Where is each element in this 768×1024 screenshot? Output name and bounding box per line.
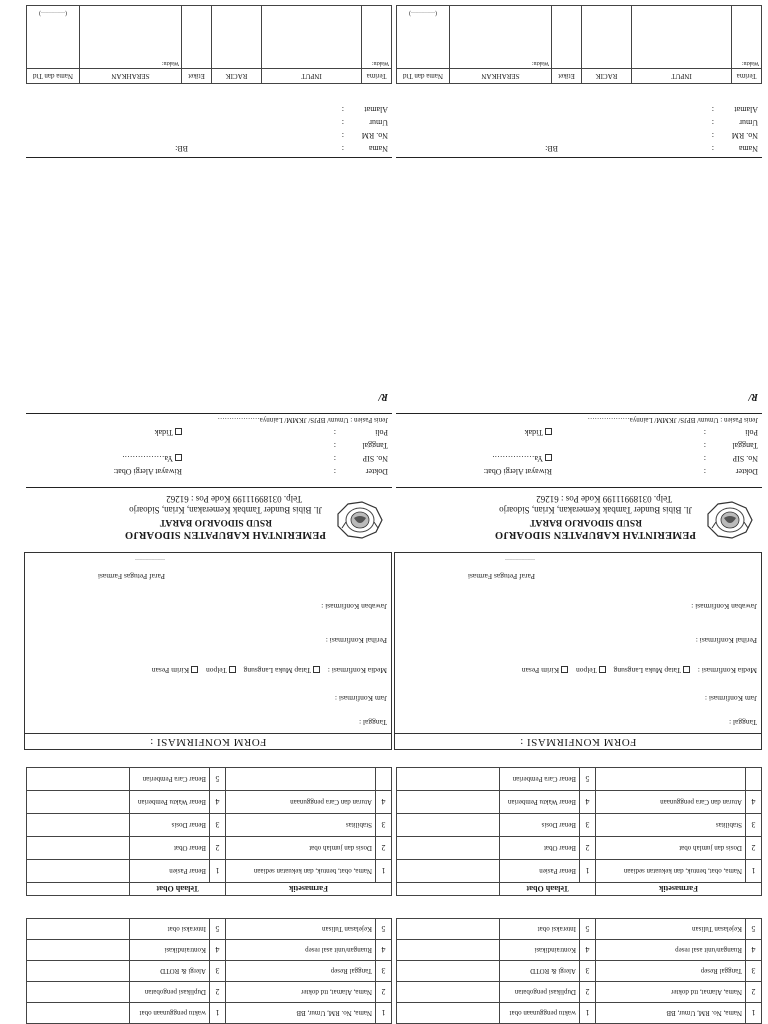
workflow-value-row [397, 6, 762, 69]
farmasetik-item [225, 768, 375, 791]
kirim-pesan-label: Kirim Pesan [151, 666, 190, 675]
row-number: 3 [210, 961, 226, 982]
checkbox-tatap-muka[interactable] [683, 666, 690, 673]
bb-label: BB: [545, 144, 558, 153]
workflow-table [396, 5, 762, 84]
hospital-header [396, 482, 762, 542]
table-row [397, 768, 762, 791]
row-number: 1 [746, 1003, 762, 1024]
poli-colon: : [703, 428, 706, 437]
row-number: 1 [580, 1003, 596, 1024]
input-header: INPUT [262, 69, 362, 84]
telaah-obat-item: waktu penggunaan obat [130, 1003, 210, 1024]
checkbox-tidak[interactable] [545, 428, 552, 435]
nama-ttd-header: Nama dan Ttd [397, 69, 450, 84]
farmasetik-item [595, 768, 745, 791]
row-number: 3 [376, 814, 392, 837]
row-number: 5 [580, 919, 596, 940]
row-number: 5 [376, 919, 392, 940]
table-row [27, 768, 392, 791]
ttd-placeholder: (…………) [39, 10, 67, 16]
row-number: 1 [376, 860, 392, 883]
alergi-ya-option[interactable] [492, 454, 552, 463]
telaah-obat-item: Duplikasi pengobatan [500, 982, 580, 1003]
workflow-table-wrap [26, 0, 392, 84]
benar-item: Benar Obat [499, 837, 579, 860]
table-row [397, 940, 762, 961]
row-number: 2 [210, 982, 226, 1003]
sip-label: No. SIP [362, 454, 388, 463]
check-cell[interactable] [397, 982, 500, 1003]
header-government: PEMERINTAH KABUPATEN SIDOARJO [494, 529, 696, 540]
umur-label: Umur [739, 118, 758, 127]
check-cell[interactable] [27, 940, 130, 961]
info-divider [26, 413, 392, 414]
check-cell[interactable] [397, 814, 500, 837]
table-row [27, 919, 392, 940]
check-cell[interactable] [397, 837, 500, 860]
benar-item: Benar Cara Pemberian [499, 768, 579, 791]
header-address: Jl. Bibis Bunder Tambak Kemerakan, Krian, Sidoarjo [499, 505, 692, 515]
paraf-petugas-label: Paraf Petugas Farmasi [467, 572, 535, 581]
input-cell[interactable] [632, 6, 732, 69]
info-divider [396, 413, 762, 414]
terima-header: Terima [732, 69, 762, 84]
table-row [397, 982, 762, 1003]
patient-info [26, 94, 392, 158]
table-row [397, 919, 762, 940]
recipe-symbol: R/ [748, 391, 758, 402]
telaah-obat-item: Kontraindikasi [500, 940, 580, 961]
farmasetik-item: Tanggal Resep [226, 961, 376, 982]
telaah-resep-table-wrap [396, 908, 762, 1024]
input-header: INPUT [632, 69, 732, 84]
sidoarjo-emblem-icon [702, 500, 760, 540]
row-number: 4 [209, 791, 225, 814]
benar-item: Benar Waktu Pemberian [499, 791, 579, 814]
perihal-konfirmasi-field[interactable]: Perihal Konfirmasi : [325, 636, 387, 645]
nama-colon: : [711, 144, 714, 153]
table-header-row [27, 883, 392, 896]
table-row [397, 1003, 762, 1024]
blank-header [397, 883, 500, 896]
row-number: 2 [376, 982, 392, 1003]
checkbox-ya[interactable] [545, 454, 552, 461]
check-cell[interactable] [397, 860, 500, 883]
row-number: 3 [746, 814, 762, 837]
farmasetik-item: Nama, obat, bentuk, dan kekuatan sediaan [225, 860, 375, 883]
row-number: 3 [579, 814, 595, 837]
row-number: 1 [579, 860, 595, 883]
farmasetik-item: Stabilitas [225, 814, 375, 837]
farmasetik-item: Nama, No. RM, Umur, BB [226, 1003, 376, 1024]
checkbox-kirim-pesan[interactable] [191, 666, 198, 673]
umur-colon: : [341, 118, 344, 127]
benar-item: Benar Dosis [129, 814, 209, 837]
row-number: 2 [580, 982, 596, 1003]
tanggal-label: Tanggal [362, 441, 388, 450]
table-row [397, 814, 762, 837]
telpon-label: Telpon [575, 666, 597, 675]
telaah-obat-item: Interaksi obat [500, 919, 580, 940]
farmasetik-header: Farmasetik [225, 883, 391, 896]
no-rm-label: No. RM [361, 131, 388, 140]
farmasetik-table-wrap [396, 767, 762, 896]
waktu-label: Waktu: [161, 60, 179, 66]
patient-divider [26, 157, 392, 158]
form-konfirmasi [394, 552, 762, 750]
row-number [376, 768, 392, 791]
workflow-table-wrap [396, 0, 762, 84]
prescription-form-left [396, 0, 762, 1024]
row-number: 4 [746, 940, 762, 961]
jam-konfirmasi-field[interactable]: Jam Konfirmasi : [334, 694, 387, 703]
etiket-header: Etiket [182, 69, 212, 84]
table-row [397, 961, 762, 982]
racik-cell[interactable] [582, 6, 632, 69]
row-number [746, 768, 762, 791]
checkbox-telpon[interactable] [229, 666, 236, 673]
poli-colon: : [333, 428, 336, 437]
jenis-pasien-label: Jenis Pasien : Umum/ BPJS/ JKMM/ Lainnya……………… [587, 416, 758, 424]
tanggal-colon: : [333, 441, 336, 450]
workflow-label-row [27, 69, 392, 84]
serahkan-header: SERAHKAN [450, 69, 552, 84]
media-konfirmasi-row [522, 666, 757, 675]
serahkan-cell[interactable] [80, 6, 182, 69]
serahkan-cell[interactable] [450, 6, 552, 69]
row-number: 5 [579, 768, 595, 791]
doctor-info [26, 412, 392, 478]
table-row [27, 961, 392, 982]
checkbox-kirim-pesan[interactable] [561, 666, 568, 673]
checkbox-tidak[interactable] [175, 428, 182, 435]
farmasetik-item: Ruangan/unit asal resep [596, 940, 746, 961]
jam-konfirmasi-field[interactable]: Jam Konfirmasi : [704, 694, 757, 703]
konfirmasi-title: FORM KONFIRMASI : [25, 733, 391, 749]
alamat-label: Alamat [734, 105, 758, 114]
farmasetik-item: Dosis dan jumlah obat [595, 837, 745, 860]
benar-item: Benar Pasien [129, 860, 209, 883]
check-cell[interactable] [397, 919, 500, 940]
telaah-obat-item: Interaksi obat [130, 919, 210, 940]
kirim-pesan-label: Kirim Pesan [521, 666, 560, 675]
telaah-obat-item: waktu penggunaan obat [500, 1003, 580, 1024]
telaah-obat-header: Telaah Obat [129, 883, 225, 896]
terima-header: Terima [362, 69, 392, 84]
tidak-label: Tidak [524, 428, 543, 437]
farmasetik-item: Tanggal Resep [596, 961, 746, 982]
serahkan-header: SERAHKAN [80, 69, 182, 84]
bb-label: BB: [175, 144, 188, 153]
terima-cell[interactable] [362, 6, 392, 69]
table-row [27, 1003, 392, 1024]
farmasetik-item: Nama, obat, bentuk, dan kekuatan sediaan [595, 860, 745, 883]
tanggal-field[interactable]: Tanggal : [728, 718, 757, 727]
check-cell[interactable] [27, 1003, 130, 1024]
check-cell[interactable] [27, 982, 130, 1003]
dokter-label: Dokter [365, 467, 388, 476]
telpon-label: Telpon [205, 666, 227, 675]
header-divider [26, 487, 392, 488]
etiket-header: Etiket [552, 69, 582, 84]
header-phone: Telp. 03189911199 Kode Pos : 61262 [536, 494, 672, 504]
alergi-ya-option[interactable] [122, 454, 182, 463]
farmasetik-item: Nama, No. RM, Umur, BB [596, 1003, 746, 1024]
nama-ttd-header: Nama dan Ttd [27, 69, 80, 84]
check-cell[interactable] [27, 768, 130, 791]
ya-label: Ya……………. [492, 454, 543, 463]
workflow-value-row [27, 6, 392, 69]
poli-label: Poli [745, 428, 758, 437]
row-number: 2 [746, 837, 762, 860]
racik-cell[interactable] [212, 6, 262, 69]
ttd-placeholder: (…………) [409, 10, 437, 16]
telaah-obat-item: Kontraindikasi [130, 940, 210, 961]
row-number: 4 [210, 940, 226, 961]
row-number: 4 [579, 791, 595, 814]
tatap-muka-label: Tatap Muka Langsung [613, 666, 681, 675]
table-row [27, 860, 392, 883]
paraf-signature-line[interactable]: …………… [135, 557, 165, 563]
row-number: 3 [580, 961, 596, 982]
table-header-row [397, 883, 762, 896]
header-address: Jl. Bibis Bunder Tambak Kemerakan, Krian, Sidoarjo [129, 505, 322, 515]
row-number: 4 [746, 791, 762, 814]
workflow-label-row [397, 69, 762, 84]
farmasetik-item: Aturan dan Cara penggunaan [595, 791, 745, 814]
check-cell[interactable] [27, 961, 130, 982]
farmasetik-table [26, 767, 392, 896]
farmasetik-item: Ruangan/unit asal resep [226, 940, 376, 961]
terima-cell[interactable] [732, 6, 762, 69]
telaah-obat-item: Alergi & ROTD [130, 961, 210, 982]
sip-colon: : [333, 454, 336, 463]
farmasetik-item: Nama, Alamat, ttd dokter [596, 982, 746, 1003]
etiket-cell[interactable] [552, 6, 582, 69]
media-konfirmasi-row [152, 666, 387, 675]
racik-header: RACIK [582, 69, 632, 84]
table-row [27, 837, 392, 860]
riwayat-alergi-label: Riwayat Alergi Obat: [483, 467, 552, 476]
row-number: 1 [376, 1003, 392, 1024]
waktu-label: Waktu: [741, 60, 759, 66]
poli-label: Poli [375, 428, 388, 437]
nama-label: Nama [368, 144, 388, 153]
check-cell[interactable] [27, 860, 130, 883]
telaah-resep-table [26, 918, 392, 1024]
telaah-obat-header: Telaah Obat [499, 883, 595, 896]
konfirmasi-title: FORM KONFIRMASI : [395, 733, 761, 749]
ya-label: Ya……………. [122, 454, 173, 463]
farmasetik-item: Dosis dan jumlah obat [225, 837, 375, 860]
alamat-label: Alamat [364, 105, 388, 114]
hospital-header [26, 482, 392, 542]
benar-item: Benar Waktu Pemberian [129, 791, 209, 814]
media-konfirmasi-label: Media Konfirmasi : [697, 666, 757, 675]
farmasetik-table [396, 767, 762, 896]
waktu-label: Waktu: [371, 60, 389, 66]
nama-label: Nama [738, 144, 758, 153]
row-number: 4 [376, 791, 392, 814]
sip-colon: : [703, 454, 706, 463]
telaah-obat-item: Duplikasi pengobatan [130, 982, 210, 1003]
farmasetik-header: Farmasetik [595, 883, 761, 896]
doctor-info [396, 412, 762, 478]
telaah-obat-item: Alergi & ROTD [500, 961, 580, 982]
patient-divider [396, 157, 762, 158]
no-rm-label: No. RM [731, 131, 758, 140]
table-row [27, 814, 392, 837]
benar-item: Benar Dosis [499, 814, 579, 837]
telaah-resep-table-wrap [26, 908, 392, 1024]
alamat-colon: : [341, 105, 344, 114]
row-number: 5 [209, 768, 225, 791]
nama-ttd-cell[interactable] [397, 6, 450, 69]
check-cell[interactable] [27, 791, 130, 814]
jawaban-konfirmasi-field[interactable]: Jawaban Konfirmasi : [321, 602, 387, 611]
tanggal-field[interactable]: Tanggal : [358, 718, 387, 727]
farmasetik-table-wrap [26, 767, 392, 896]
row-number: 3 [209, 814, 225, 837]
table-row [27, 982, 392, 1003]
nama-ttd-cell[interactable] [27, 6, 80, 69]
row-number: 5 [210, 919, 226, 940]
waktu-label: Waktu: [531, 60, 549, 66]
no-rm-colon: : [341, 131, 344, 140]
nama-colon: : [341, 144, 344, 153]
jenis-pasien-label: Jenis Pasien : Umum/ BPJS/ JKMM/ Lainnya……………… [217, 416, 388, 424]
jawaban-konfirmasi-field[interactable]: Jawaban Konfirmasi : [691, 602, 757, 611]
riwayat-alergi-label: Riwayat Alergi Obat: [113, 467, 182, 476]
farmasetik-item: Aturan dan Cara penggunaan [225, 791, 375, 814]
input-cell[interactable] [262, 6, 362, 69]
check-cell[interactable] [397, 1003, 500, 1024]
workflow-table [26, 5, 392, 84]
row-number: 2 [209, 837, 225, 860]
check-cell[interactable] [27, 837, 130, 860]
header-hospital-name: RSUD SIDOARJO BARAT [529, 517, 642, 527]
row-number: 5 [746, 919, 762, 940]
alergi-tidak-option[interactable] [525, 428, 552, 437]
etiket-cell[interactable] [182, 6, 212, 69]
media-konfirmasi-label: Media Konfirmasi : [327, 666, 387, 675]
row-number: 2 [376, 837, 392, 860]
perihal-konfirmasi-field[interactable]: Perihal Konfirmasi : [695, 636, 757, 645]
form-konfirmasi [24, 552, 392, 750]
header-government: PEMERINTAH KABUPATEN SIDOARJO [124, 529, 326, 540]
paraf-petugas-label: Paraf Petugas Farmasi [97, 572, 165, 581]
dokter-colon: : [333, 467, 336, 476]
umur-label: Umur [369, 118, 388, 127]
row-number: 1 [210, 1003, 226, 1024]
check-cell[interactable] [397, 961, 500, 982]
header-hospital-name: RSUD SIDOARJO BARAT [159, 517, 272, 527]
dokter-label: Dokter [735, 467, 758, 476]
table-row [397, 860, 762, 883]
recipe-symbol: R/ [378, 391, 388, 402]
farmasetik-item: Kejelasan Tulisan [226, 919, 376, 940]
table-row [397, 791, 762, 814]
blank-header [27, 883, 130, 896]
row-number: 3 [376, 961, 392, 982]
row-number: 1 [746, 860, 762, 883]
check-cell[interactable] [27, 814, 130, 837]
tanggal-colon: : [703, 441, 706, 450]
checkbox-telpon[interactable] [599, 666, 606, 673]
tanggal-label: Tanggal [732, 441, 758, 450]
row-number: 4 [580, 940, 596, 961]
patient-info [396, 94, 762, 158]
tidak-label: Tidak [154, 428, 173, 437]
row-number: 4 [376, 940, 392, 961]
benar-item: Benar Pasien [499, 860, 579, 883]
header-divider [396, 487, 762, 488]
sip-label: No. SIP [732, 454, 758, 463]
farmasetik-item: Nama, Alamat, ttd dokter [226, 982, 376, 1003]
check-cell[interactable] [397, 768, 500, 791]
farmasetik-item: Kejelasan Tulisan [596, 919, 746, 940]
row-number: 3 [746, 961, 762, 982]
benar-item: Benar Obat [129, 837, 209, 860]
dokter-colon: : [703, 467, 706, 476]
no-rm-colon: : [711, 131, 714, 140]
check-cell[interactable] [397, 791, 500, 814]
header-phone: Telp. 03189911199 Kode Pos : 61262 [166, 494, 302, 504]
row-number: 2 [579, 837, 595, 860]
check-cell[interactable] [397, 940, 500, 961]
benar-item: Benar Cara Pemberian [129, 768, 209, 791]
checkbox-tatap-muka[interactable] [313, 666, 320, 673]
paraf-signature-line[interactable]: …………… [505, 557, 535, 563]
tatap-muka-label: Tatap Muka Langsung [243, 666, 311, 675]
table-row [397, 837, 762, 860]
racik-header: RACIK [212, 69, 262, 84]
prescription-form-right [26, 0, 392, 1024]
alamat-colon: : [711, 105, 714, 114]
row-number: 1 [209, 860, 225, 883]
table-row [27, 791, 392, 814]
checkbox-ya[interactable] [175, 454, 182, 461]
check-cell[interactable] [27, 919, 130, 940]
telaah-resep-table [396, 918, 762, 1024]
row-number: 2 [746, 982, 762, 1003]
alergi-tidak-option[interactable] [155, 428, 182, 437]
umur-colon: : [711, 118, 714, 127]
farmasetik-item: Stabilitas [595, 814, 745, 837]
sidoarjo-emblem-icon [332, 500, 390, 540]
table-row [27, 940, 392, 961]
